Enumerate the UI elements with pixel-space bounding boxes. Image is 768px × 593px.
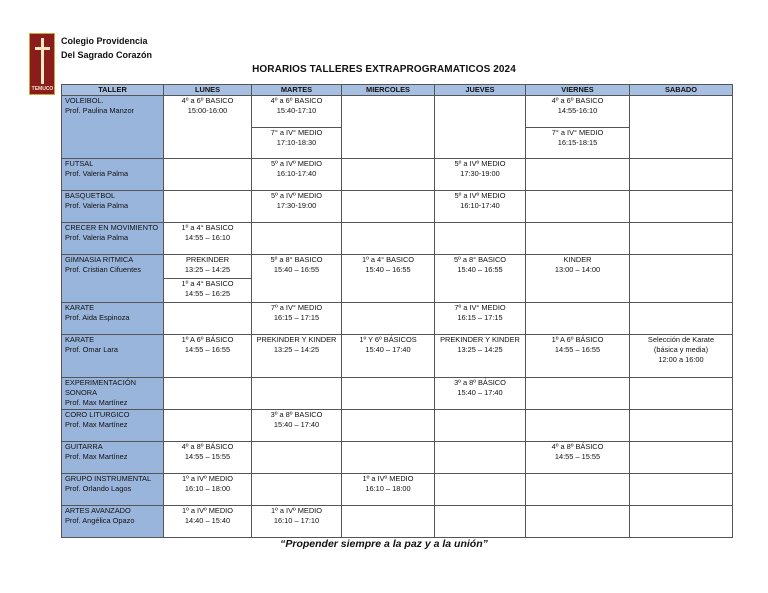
cell-line: 1º a IVº MEDIO <box>362 474 414 483</box>
table-row <box>62 159 733 191</box>
cell-line: 17:30-19:00 <box>276 201 317 210</box>
cell-line: 13:25 – 14:25 <box>273 345 320 354</box>
cell-line: 15:40-17:10 <box>276 106 317 115</box>
table-row <box>62 335 733 378</box>
school-subtitle: Del Sagrado Corazón <box>61 50 153 60</box>
cell-line: ARTES AVANZADO <box>65 506 131 515</box>
cell-line: 3º a 8º BASICO <box>270 410 323 419</box>
cell-line: Prof. Paulina Manzor <box>65 106 135 115</box>
schedule-cell-viernes <box>526 506 630 538</box>
column-header-miercoles: MIERCOLES <box>342 85 435 96</box>
cell-line: 17:30-19:00 <box>460 169 500 178</box>
schedule-cell-martes <box>252 303 342 335</box>
schedule-cell-viernes <box>526 442 630 474</box>
cell-line: KINDER <box>563 255 592 264</box>
cell-line: 15:40 – 17:40 <box>273 420 320 429</box>
cell-line: KARATE <box>65 335 95 344</box>
taller-cell <box>62 96 164 159</box>
cell-line: Prof. Angélica Opazo <box>65 516 135 525</box>
table-row <box>62 442 733 474</box>
schedule-cell-miercoles <box>342 223 435 255</box>
cell-line: Prof. Valeria Palma <box>65 169 129 178</box>
schedule-cell-lunes <box>164 410 252 442</box>
table-row <box>62 378 733 410</box>
cell-line: 7º a IV° MEDIO <box>454 303 506 312</box>
schedule-cell-viernes <box>526 378 630 410</box>
cell-line: CORO LITURGICO <box>65 410 130 419</box>
cell-line: PREKINDER Y KINDER <box>256 335 337 344</box>
cell-line: Selección de Karate <box>647 335 715 344</box>
schedule-cell-miercoles <box>342 378 435 410</box>
cell-line: GUITARRA <box>65 442 103 451</box>
cell-line: 15:40 – 16:55 <box>273 265 320 274</box>
schedule-cell-sabado <box>630 506 733 538</box>
cell-line: 14:55 – 16:25 <box>184 289 231 298</box>
schedule-cell-lunes <box>164 255 252 279</box>
schedule-cell-viernes <box>526 159 630 191</box>
cell-line: 4º a 8º BÁSICO <box>551 442 604 451</box>
schedule-cell-miercoles <box>342 191 435 223</box>
cell-line: Prof. Orlando Lagos <box>65 484 132 493</box>
cell-line: 5º a 8° BASICO <box>270 255 323 264</box>
cell-line: 5º a IVº MEDIO <box>271 191 322 200</box>
schedule-cell-jueves <box>435 474 526 506</box>
schedule-cell-martes <box>252 335 342 378</box>
cell-line: 15:00-16:00 <box>187 106 228 115</box>
schedule-cell-martes <box>252 378 342 410</box>
schedule-cell-viernes <box>526 191 630 223</box>
schedule-cell-lunes <box>164 96 252 159</box>
cell-line: GIMNASIA RITMICA <box>65 255 134 264</box>
cell-line: KARATE <box>65 303 95 312</box>
cell-line: 16:15 – 17:15 <box>457 313 503 322</box>
motto: “Propender siempre a la paz y a la unión” <box>280 538 488 550</box>
cell-line: 13:25 – 14:25 <box>457 345 503 354</box>
cell-line: Prof. Cristian Cifuentes <box>65 265 141 274</box>
schedule-cell-martes <box>252 255 342 303</box>
cell-line: 14:55 – 16:55 <box>554 345 601 354</box>
schedule-cell-jueves <box>435 303 526 335</box>
cell-line: 4º a 6º BASICO <box>181 96 234 105</box>
cell-line: 5º a IVº MEDIO <box>454 191 506 200</box>
taller-cell <box>62 223 164 255</box>
cell-line: Prof. Max Martínez <box>65 398 128 407</box>
cell-line: 16:15-18:15 <box>557 138 598 147</box>
schedule-cell-miercoles <box>342 410 435 442</box>
cell-line: 13:00 – 14:00 <box>554 265 601 274</box>
cell-line: Prof. Max Martínez <box>65 452 128 461</box>
column-header-jueves: JUEVES <box>435 85 526 96</box>
cell-line: 15:40 – 16:55 <box>365 265 411 274</box>
schedule-cell-sabado <box>630 410 733 442</box>
cell-line: 16:10-17:40 <box>276 169 317 178</box>
schedule-cell-jueves <box>435 378 526 410</box>
cross-bar <box>35 47 50 50</box>
taller-cell <box>62 474 164 506</box>
schedule-cell-viernes <box>526 303 630 335</box>
page-title: HORARIOS TALLERES EXTRAPROGRAMATICOS 2024 <box>252 64 516 75</box>
cell-line: (básica y media) <box>653 345 709 354</box>
taller-cell <box>62 191 164 223</box>
cell-line: 13:25 – 14:25 <box>184 265 231 274</box>
table-row <box>62 96 733 128</box>
schedule-cell-martes <box>252 506 342 538</box>
column-header-sabado: SABADO <box>630 85 733 96</box>
schedule-cell-jueves <box>435 96 526 159</box>
schedule-cell-miercoles <box>342 506 435 538</box>
table-row <box>62 474 733 506</box>
schedule-cell-jueves <box>435 255 526 303</box>
cell-line: Prof. Valeria Palma <box>65 233 129 242</box>
cell-line: VOLEIBOL. <box>65 96 104 105</box>
cell-line: FUTSAL <box>65 159 94 168</box>
schedule-cell-viernes <box>526 335 630 378</box>
cell-line: 14:55 – 15:55 <box>184 452 231 461</box>
cell-line: 5º a IVº MEDIO <box>271 159 322 168</box>
schedule-cell-sabado <box>630 191 733 223</box>
cell-line: 1º A 6º BÁSICO <box>551 335 604 344</box>
table-row <box>62 506 733 538</box>
schedule-cell-viernes <box>526 474 630 506</box>
cell-line: 12:00 a 16:00 <box>658 355 704 364</box>
cell-line: EXPERIMENTACIÓN <box>65 378 136 387</box>
schedule-cell-jueves <box>435 410 526 442</box>
schedule-cell-martes <box>252 410 342 442</box>
cell-line: 1º A 6º BÁSICO <box>181 335 234 344</box>
schedule-cell-sabado <box>630 474 733 506</box>
cell-line: 4º a 6º BASICO <box>551 96 604 105</box>
schedule-cell-viernes <box>526 96 630 128</box>
schedule-cell-lunes <box>164 191 252 223</box>
schedule-table <box>61 84 733 538</box>
cell-line: 14:55 – 16:55 <box>184 345 231 354</box>
cell-line: 16:15 – 17:15 <box>273 313 320 322</box>
cell-line: 7º a IV° MEDIO <box>270 303 323 312</box>
cell-line: 7° a IV° MEDIO <box>551 128 604 137</box>
cell-line: 5º a IVº MEDIO <box>454 159 506 168</box>
table-header-row <box>62 85 733 96</box>
schedule-cell-viernes <box>526 128 630 159</box>
schedule-cell-sabado <box>630 96 733 159</box>
cell-line: 15:40 – 17:40 <box>365 345 411 354</box>
cell-line: 1º a 4° BASICO <box>181 223 234 232</box>
cell-line: 16:10 – 18:00 <box>365 484 411 493</box>
cell-line: SONORA <box>65 388 98 397</box>
cell-line: 3º a 8º BÁSICO <box>454 378 506 387</box>
schedule-cell-sabado <box>630 255 733 303</box>
cell-line: Prof. Omar Lara <box>65 345 118 354</box>
taller-cell <box>62 255 164 303</box>
logo-text: TEMUCO <box>31 86 54 92</box>
schedule-cell-jueves <box>435 335 526 378</box>
cell-line: PREKINDER Y KINDER <box>440 335 520 344</box>
cell-line: 7° a IV° MEDIO <box>270 128 323 137</box>
school-name: Colegio Providencia <box>61 36 148 46</box>
schedule-cell-jueves <box>435 442 526 474</box>
cell-line: 16:10 – 18:00 <box>184 484 231 493</box>
cell-line: CRECER EN MOVIMIENTO <box>65 223 159 232</box>
taller-cell <box>62 506 164 538</box>
cell-line: 4º a 6º BASICO <box>270 96 323 105</box>
taller-cell <box>62 442 164 474</box>
schedule-cell-martes <box>252 474 342 506</box>
cell-line: 14:55 – 16:10 <box>184 233 231 242</box>
schedule-cell-miercoles <box>342 335 435 378</box>
schedule-cell-jueves <box>435 191 526 223</box>
cell-line: Prof. Valeria Palma <box>65 201 129 210</box>
cell-line: 1º a 4° BASICO <box>181 279 234 288</box>
schedule-cell-sabado <box>630 223 733 255</box>
schedule-cell-martes <box>252 96 342 128</box>
schedule-cell-viernes <box>526 255 630 303</box>
column-header-lunes: LUNES <box>164 85 252 96</box>
schedule-cell-jueves <box>435 223 526 255</box>
cell-line: 15:40 – 16:55 <box>457 265 503 274</box>
schedule-cell-lunes <box>164 442 252 474</box>
schedule-cell-jueves <box>435 506 526 538</box>
schedule-cell-lunes <box>164 474 252 506</box>
cell-line: 17:10-18:30 <box>276 138 317 147</box>
table-row <box>62 303 733 335</box>
schedule-cell-martes <box>252 191 342 223</box>
column-header-martes: MARTES <box>252 85 342 96</box>
cell-line: 1º a IVº MEDIO <box>271 506 322 515</box>
cell-line: 14:55-16:10 <box>557 106 598 115</box>
taller-cell <box>62 378 164 410</box>
cell-line: PREKINDER <box>185 255 230 264</box>
schedule-cell-lunes <box>164 303 252 335</box>
schedule-cell-miercoles <box>342 303 435 335</box>
schedule-cell-jueves <box>435 159 526 191</box>
schedule-cell-sabado <box>630 442 733 474</box>
schedule-cell-sabado <box>630 335 733 378</box>
schedule-cell-sabado <box>630 159 733 191</box>
column-header-viernes: VIERNES <box>526 85 630 96</box>
table-row <box>62 191 733 223</box>
cell-line: 15:40 – 17:40 <box>457 388 503 397</box>
schedule-cell-lunes <box>164 159 252 191</box>
schedule-cell-martes <box>252 442 342 474</box>
schedule-cell-lunes <box>164 378 252 410</box>
cell-line: 14:55 – 15:55 <box>554 452 601 461</box>
table-row <box>62 223 733 255</box>
schedule-cell-miercoles <box>342 474 435 506</box>
taller-cell <box>62 335 164 378</box>
taller-cell <box>62 303 164 335</box>
schedule-cell-lunes <box>164 279 252 303</box>
schedule-cell-miercoles <box>342 96 435 159</box>
cell-line: 16:10 – 17:10 <box>273 516 320 525</box>
schedule-cell-sabado <box>630 378 733 410</box>
schedule-cell-viernes <box>526 223 630 255</box>
table-row <box>62 255 733 279</box>
cell-line: 4º a 8º BÁSICO <box>181 442 234 451</box>
schedule-cell-martes <box>252 159 342 191</box>
cell-line: GRUPO INSTRUMENTAL <box>65 474 152 483</box>
cell-line: 1º a 4° BASICO <box>361 255 415 264</box>
schedule-cell-martes <box>252 128 342 159</box>
cell-line: 1º a IVº MEDIO <box>182 474 233 483</box>
cell-line: 14:40 – 15:40 <box>184 516 231 525</box>
column-header-taller: TALLER <box>62 85 164 96</box>
cell-line: 1º a IVº MEDIO <box>182 506 233 515</box>
schedule-cell-miercoles <box>342 159 435 191</box>
schedule-cell-sabado <box>630 303 733 335</box>
cell-line: Prof. Max Martínez <box>65 420 128 429</box>
schedule-cell-viernes <box>526 410 630 442</box>
schedule-cell-miercoles <box>342 255 435 303</box>
cell-line: 5º a 8° BASICO <box>453 255 507 264</box>
taller-cell <box>62 159 164 191</box>
schedule-cell-martes <box>252 223 342 255</box>
cell-line: 16:10-17:40 <box>460 201 500 210</box>
schedule-cell-lunes <box>164 506 252 538</box>
cell-line: 1º Y 6º BÁSICOS <box>359 335 417 344</box>
taller-cell <box>62 410 164 442</box>
cross-icon <box>41 38 44 84</box>
schedule-cell-lunes <box>164 223 252 255</box>
cell-line: Prof. Aida Espinoza <box>65 313 130 322</box>
table-row <box>62 410 733 442</box>
schedule-cell-lunes <box>164 335 252 378</box>
schedule-cell-miercoles <box>342 442 435 474</box>
cell-line: BASQUETBOL <box>65 191 116 200</box>
